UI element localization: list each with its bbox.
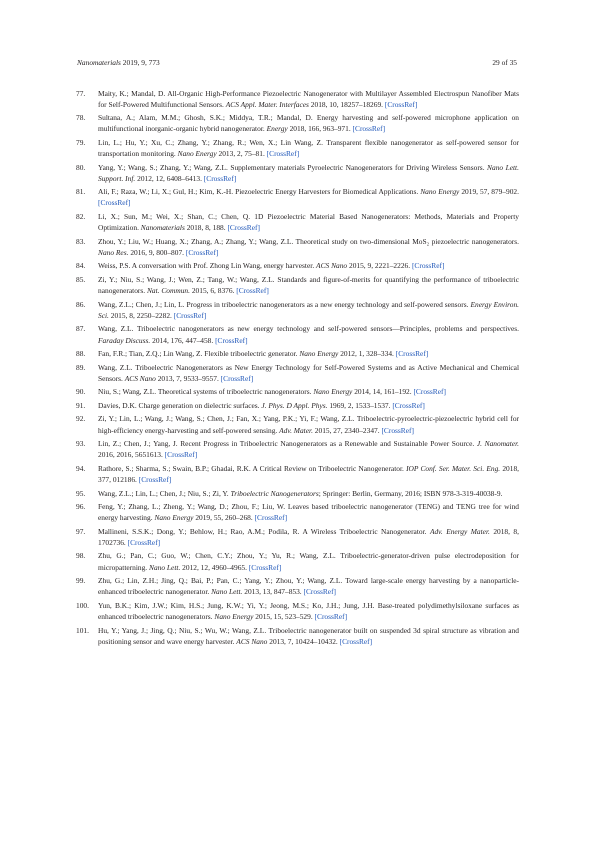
reference-item xyxy=(76,112,519,134)
reference-authors: Weiss, P.S. xyxy=(98,261,131,271)
crossref-link[interactable]: [CrossRef] xyxy=(266,149,300,159)
reference-item xyxy=(76,186,519,208)
reference-details: 2018, 166, 963–971. xyxy=(289,124,351,134)
crossref-link[interactable]: [CrossRef] xyxy=(314,612,348,622)
reference-details: 2015, 9, 2221–2226. xyxy=(348,261,411,271)
reference-title: A Critical Review on Triboelectric Nanogenerator. xyxy=(252,463,404,473)
reference-authors: Yang, Y.; Wang, S.; Zhang, Y.; Wang, Z.L. xyxy=(98,162,228,172)
reference-authors: Wang, Z.L.; Lin, L.; Chen, J.; Niu, S.; Zi, Y. xyxy=(98,488,229,498)
reference-authors: Niu, S.; Wang, Z.L. xyxy=(98,387,157,397)
reference-number: 93. xyxy=(76,439,86,449)
reference-details: 2014, 14, 161–192. xyxy=(354,387,412,397)
reference-item xyxy=(76,299,519,321)
reference-item xyxy=(76,236,519,258)
reference-item xyxy=(76,260,519,271)
reference-source: ACS Nano xyxy=(236,636,268,646)
reference-title: Triboelectric-pyroelectric-piezoelectric hybrid cell for high-efficiency energy-harvesting and self-powered sensing. xyxy=(98,414,519,435)
reference-source: Faraday Discuss. xyxy=(98,335,151,345)
reference-item xyxy=(76,463,519,485)
reference-source: Nano Lett. xyxy=(211,587,243,597)
reference-number: 97. xyxy=(76,526,86,536)
reference-item xyxy=(76,323,519,345)
reference-authors: Wang, Z.L.; Chen, J.; Lin, L. xyxy=(98,299,185,309)
reference-item xyxy=(76,362,519,384)
reference-authors: Davies, D.K. xyxy=(98,400,137,410)
reference-number: 90. xyxy=(76,387,86,397)
reference-item xyxy=(76,488,519,499)
running-head xyxy=(77,57,517,69)
journal-citation: 2019, 9, 773 xyxy=(122,58,160,67)
reference-details: 2014, 176, 447–458. xyxy=(152,335,214,345)
reference-details: 2018, 8, 188. xyxy=(186,223,226,233)
reference-item xyxy=(76,274,519,296)
reference-number: 94. xyxy=(76,463,86,473)
reference-authors: Zi, Y.; Niu, S.; Wang, J.; Wen, Z.; Tang, W.; Wang, Z.L. xyxy=(98,274,275,284)
reference-number: 91. xyxy=(76,400,86,410)
reference-source: Nano Lett. xyxy=(149,562,181,572)
reference-title: Leaves based triboelectric nanogenerator (TENG) and TENG tree for wind energy harvesting. xyxy=(98,502,519,523)
reference-number: 82. xyxy=(76,212,86,222)
crossref-link[interactable]: [CrossRef] xyxy=(392,400,425,410)
reference-details: 2012, 12, 4960–4965. xyxy=(182,562,247,572)
reference-details: 2018, 377, 012186. xyxy=(98,463,520,484)
reference-item xyxy=(76,501,519,523)
reference-title: All-Organic High-Performance Piezoelectric Nanogenerator with Multilayer Assembled Electrospun Nanofiber Mats for Self-Powered Multifunctional Sensors. xyxy=(98,88,519,109)
reference-number: 100. xyxy=(76,600,89,610)
crossref-link[interactable]: [CrossRef] xyxy=(185,247,219,257)
reference-title: Triboelectric Nanogenerators as New Energy Technology for Self-Powered Systems and as Active Mechanical and Chemical Sensors. xyxy=(98,362,520,383)
reference-details: 2018, 8, 1702736. xyxy=(98,526,519,547)
reference-authors: Zhu, G.; Lin, Z.H.; Jing, Q.; Bai, P.; Pan, C.; Yang, Y.; Zhou, Y.; Wang, Z.L. xyxy=(98,576,343,586)
reference-title: A Wireless Triboelectric Nanogenerator. xyxy=(302,526,427,536)
reference-authors: Zi, Y.; Lin, L.; Wang, J.; Wang, S.; Chen, J.; Fan, X.; Yang, P.K.; Yi, F.; Wang, Z.L. xyxy=(98,414,355,424)
reference-authors: Zhu, G.; Pan, C.; Guo, W.; Chen, C.Y.; Zhou, Y.; Yu, R.; Wang, Z.L. xyxy=(98,551,336,561)
reference-details: 2015, 15, 523–529. xyxy=(255,612,313,622)
reference-item xyxy=(76,162,519,184)
reference-title: Supplementary materials Pyroelectric Nanogenerators for Driving Wireless Sensors. xyxy=(230,162,485,172)
reference-number: 87. xyxy=(76,324,86,334)
reference-source: Nano Energy xyxy=(214,612,254,622)
reference-source: Nanomaterials xyxy=(140,223,185,233)
reference-details: 2019, 57, 879–902. xyxy=(461,187,519,197)
reference-source: Energy Environ. Sci. xyxy=(98,299,520,320)
reference-title: Standards and figure-of-merits for quantifying the performance of triboelectric nanogenerators. xyxy=(98,274,519,296)
reference-title: Recent Progress in Triboelectric Nanogenerators as a Renewable and Sustainable Power Source. xyxy=(180,439,475,449)
crossref-link[interactable]: [CrossRef] xyxy=(220,373,254,383)
reference-title: Triboelectric nanogenerator built on suspended 3d spiral structure as vibration and positioning sensor and wave energy harvester. xyxy=(98,625,519,646)
journal-name: Nanomaterials xyxy=(77,58,121,67)
crossref-link[interactable]: [CrossRef] xyxy=(203,173,237,183)
reference-title: Triboelectric nanogenerators as new energy technology and self-powered sensors—Principles, problems and perspectives. xyxy=(136,324,519,334)
reference-number: 99. xyxy=(76,576,86,586)
reference-title: Piezoelectric Energy Harvesters for Biomedical Applications. xyxy=(235,187,419,197)
reference-item xyxy=(76,413,519,435)
reference-number: 78. xyxy=(76,113,86,123)
reference-number: 81. xyxy=(76,187,86,197)
reference-number: 79. xyxy=(76,137,86,147)
crossref-link[interactable]: [CrossRef] xyxy=(127,537,161,547)
reference-details: 2012, 12, 6408–6413. xyxy=(137,173,202,183)
reference-authors: Wang, Z.L. xyxy=(98,362,133,372)
reference-item xyxy=(76,600,519,622)
crossref-link[interactable]: [CrossRef] xyxy=(98,198,131,208)
reference-details: 1969, 2, 1533–1537. xyxy=(329,400,391,410)
crossref-link[interactable]: [CrossRef] xyxy=(413,387,446,397)
reference-number: 77. xyxy=(76,88,86,98)
reference-details: 2018, 10, 18257–18269. xyxy=(310,99,383,109)
reference-details: 2013, 13, 847–853. xyxy=(244,587,302,597)
reference-title: Progress in triboelectric nanogenerators as a new energy technology and self-powered sensors. xyxy=(186,299,469,309)
reference-source: Nano Res. xyxy=(98,247,129,257)
reference-number: 95. xyxy=(76,488,86,498)
reference-authors: Zhou, Y.; Liu, W.; Huang, X.; Zhang, A.; Zhang, Y.; Wang, Z.L. xyxy=(98,236,294,246)
crossref-link[interactable]: [CrossRef] xyxy=(411,261,445,271)
reference-title: Triboelectric-generator-driven pulse electrodeposition for micropatterning. xyxy=(98,551,519,572)
crossref-link[interactable]: [CrossRef] xyxy=(384,99,418,109)
reference-details: 2012, 1, 328–334. xyxy=(340,349,394,359)
crossref-link[interactable]: [CrossRef] xyxy=(303,587,337,597)
reference-title: Charge generation on dielectric surfaces. xyxy=(138,400,260,410)
reference-number: 92. xyxy=(76,414,86,424)
reference-details: 2015, 6, 8376. xyxy=(191,286,235,296)
reference-item xyxy=(76,438,519,460)
reference-number: 96. xyxy=(76,502,86,512)
reference-item xyxy=(76,550,519,572)
reference-source: ACS Nano xyxy=(316,261,348,271)
reference-title: 1D Piezoelectric Material Based Nanogenerators: Methods, Materials and Property Optimization. xyxy=(98,212,519,233)
reference-details: 2013, 7, 9533–9557. xyxy=(157,373,219,383)
crossref-link[interactable]: [CrossRef] xyxy=(215,335,248,345)
reference-item xyxy=(76,348,519,359)
reference-item xyxy=(76,526,519,548)
reference-source: Energy xyxy=(266,124,288,134)
reference-title: Flexible triboelectric generator. xyxy=(204,349,298,359)
reference-authors: Wang, Z.L. xyxy=(98,324,134,334)
reference-source: Nano Energy xyxy=(177,149,217,159)
reference-item xyxy=(76,400,519,411)
reference-authors: Yun, B.K.; Kim, J.W.; Kim, H.S.; Jung, K.W.; Yi, Y.; Jeong, M.S.; Ko, J.H.; Jung, J.H. xyxy=(98,600,375,610)
crossref-link[interactable]: [CrossRef] xyxy=(352,124,386,134)
reference-item xyxy=(76,211,519,233)
reference-source: Adv. Energy Mater. xyxy=(429,526,490,536)
reference-number: 83. xyxy=(76,236,86,246)
reference-number: 88. xyxy=(76,349,86,359)
reference-source: Nat. Commun. xyxy=(146,286,190,296)
reference-authors: Feng, Y.; Zhang, L.; Zheng, Y.; Wang, D.; Zhou, F.; Liu, W. xyxy=(98,502,286,512)
crossref-link[interactable]: [CrossRef] xyxy=(236,286,269,296)
crossref-link[interactable]: [CrossRef] xyxy=(164,450,198,460)
reference-details: 2015, 27, 2340–2347. xyxy=(314,425,380,435)
reference-number: 89. xyxy=(76,362,86,372)
reference-number: 85. xyxy=(76,274,86,284)
crossref-link[interactable]: [CrossRef] xyxy=(173,310,207,320)
reference-authors: Fan, F.R.; Tian, Z.Q.; Lin Wang, Z. xyxy=(98,349,203,359)
reference-item xyxy=(76,88,519,110)
reference-title: Transparent flexible nanogenerator as self-powered sensor for transportation monitoring. xyxy=(98,137,520,159)
reference-authors: Ali, F.; Raza, W.; Li, X.; Gul, H.; Kim, K.-H. xyxy=(98,187,234,197)
reference-authors: Hu, Y.; Yang, J.; Jing, Q.; Niu, S.; Wu, W.; Wang, Z.L. xyxy=(98,625,267,635)
reference-source: Triboelectric Nanogenerators xyxy=(230,488,319,498)
reference-item xyxy=(76,575,519,597)
reference-authors: Li, X.; Sun, M.; Wei, X.; Shan, C.; Chen, Q. xyxy=(98,212,251,222)
reference-title: Toward large-scale energy harvesting by a nanoparticle-enhanced triboelectric nanogenerator. xyxy=(98,576,520,597)
reference-authors: Sultana, A.; Alam, M.M.; Ghosh, S.K.; Middya, T.R.; Mandal, D. xyxy=(98,113,313,123)
reference-source: Nano Energy xyxy=(420,187,460,197)
reference-details: ; Springer: Berlin, Germany, 2016; ISBN 978-3-319-40038-9. xyxy=(318,488,503,498)
reference-source: Nano Energy xyxy=(313,387,353,397)
reference-title: A conversation with Prof. Zhong Lin Wang, energy harvester. xyxy=(131,261,315,271)
reference-authors: Lin, Z.; Chen, J.; Yang, J. xyxy=(98,439,178,449)
reference-item xyxy=(76,625,519,647)
reference-title: Energy harvesting and self-powered microphone application on multifunctional inorganic-organic hybrid nanogenerator. xyxy=(98,113,519,134)
crossref-link[interactable]: [CrossRef] xyxy=(339,636,373,646)
crossref-link[interactable]: [CrossRef] xyxy=(254,513,288,523)
reference-source: Nano Lett. Support. Inf. xyxy=(98,162,519,183)
reference-number: 84. xyxy=(76,261,86,271)
reference-source: Adv. Mater. xyxy=(279,425,313,435)
crossref-link[interactable]: [CrossRef] xyxy=(248,562,282,572)
reference-details: 2015, 8, 2250–2282. xyxy=(110,310,172,320)
reference-details: 2013, 7, 10424–10432. xyxy=(269,636,338,646)
reference-title: Theoretical systems of triboelectric nanogenerators. xyxy=(157,387,312,397)
reference-source: IOP Conf. Ser. Mater. Sci. Eng. xyxy=(406,463,501,473)
reference-title: Theoretical study on two-dimensional MoS₂ piezoelectric nanogenerators. xyxy=(295,236,519,246)
crossref-link[interactable]: [CrossRef] xyxy=(381,425,414,435)
reference-details: 2013, 2, 75–81. xyxy=(218,149,265,159)
reference-authors: Maity, K.; Mandal, D. xyxy=(98,88,166,98)
reference-source: J. Phys. D Appl. Phys. xyxy=(261,400,328,410)
reference-item xyxy=(76,137,519,159)
reference-title: Base-treated polydimethylsiloxane surfaces as enhanced triboelectric nanogenerators. xyxy=(98,600,519,622)
reference-list xyxy=(76,88,519,650)
crossref-link[interactable]: [CrossRef] xyxy=(227,223,260,233)
reference-source: Nano Energy xyxy=(299,349,339,359)
reference-details: 2019, 55, 260–268. xyxy=(195,513,253,523)
reference-source: J. Nanomater. xyxy=(476,439,519,449)
reference-item xyxy=(76,386,519,397)
reference-details: 2016, 9, 800–807. xyxy=(130,247,185,257)
reference-authors: Mallineni, S.S.K.; Dong, Y.; Behlow, H.; Rao, A.M.; Podila, R. xyxy=(98,526,300,536)
page-number: 29 of 35 xyxy=(492,58,517,67)
reference-number: 80. xyxy=(76,162,86,172)
reference-authors: Lin, L.; Hu, Y.; Xu, C.; Zhang, Y.; Zhang, R.; Wen, X.; Lin Wang, Z. xyxy=(98,137,323,147)
reference-authors: Rathore, S.; Sharma, S.; Swain, B.P.; Ghadai, R.K. xyxy=(98,463,251,473)
crossref-link[interactable]: [CrossRef] xyxy=(395,349,429,359)
reference-source: Nano Energy xyxy=(154,513,194,523)
crossref-link[interactable]: [CrossRef] xyxy=(138,474,172,484)
reference-source: ACS Appl. Mater. Interfaces xyxy=(225,99,309,109)
reference-source: ACS Nano xyxy=(124,373,156,383)
reference-number: 101. xyxy=(76,625,89,635)
reference-number: 98. xyxy=(76,551,86,561)
reference-number: 86. xyxy=(76,299,86,309)
reference-details: 2016, 2016, 5651613. xyxy=(98,450,163,460)
